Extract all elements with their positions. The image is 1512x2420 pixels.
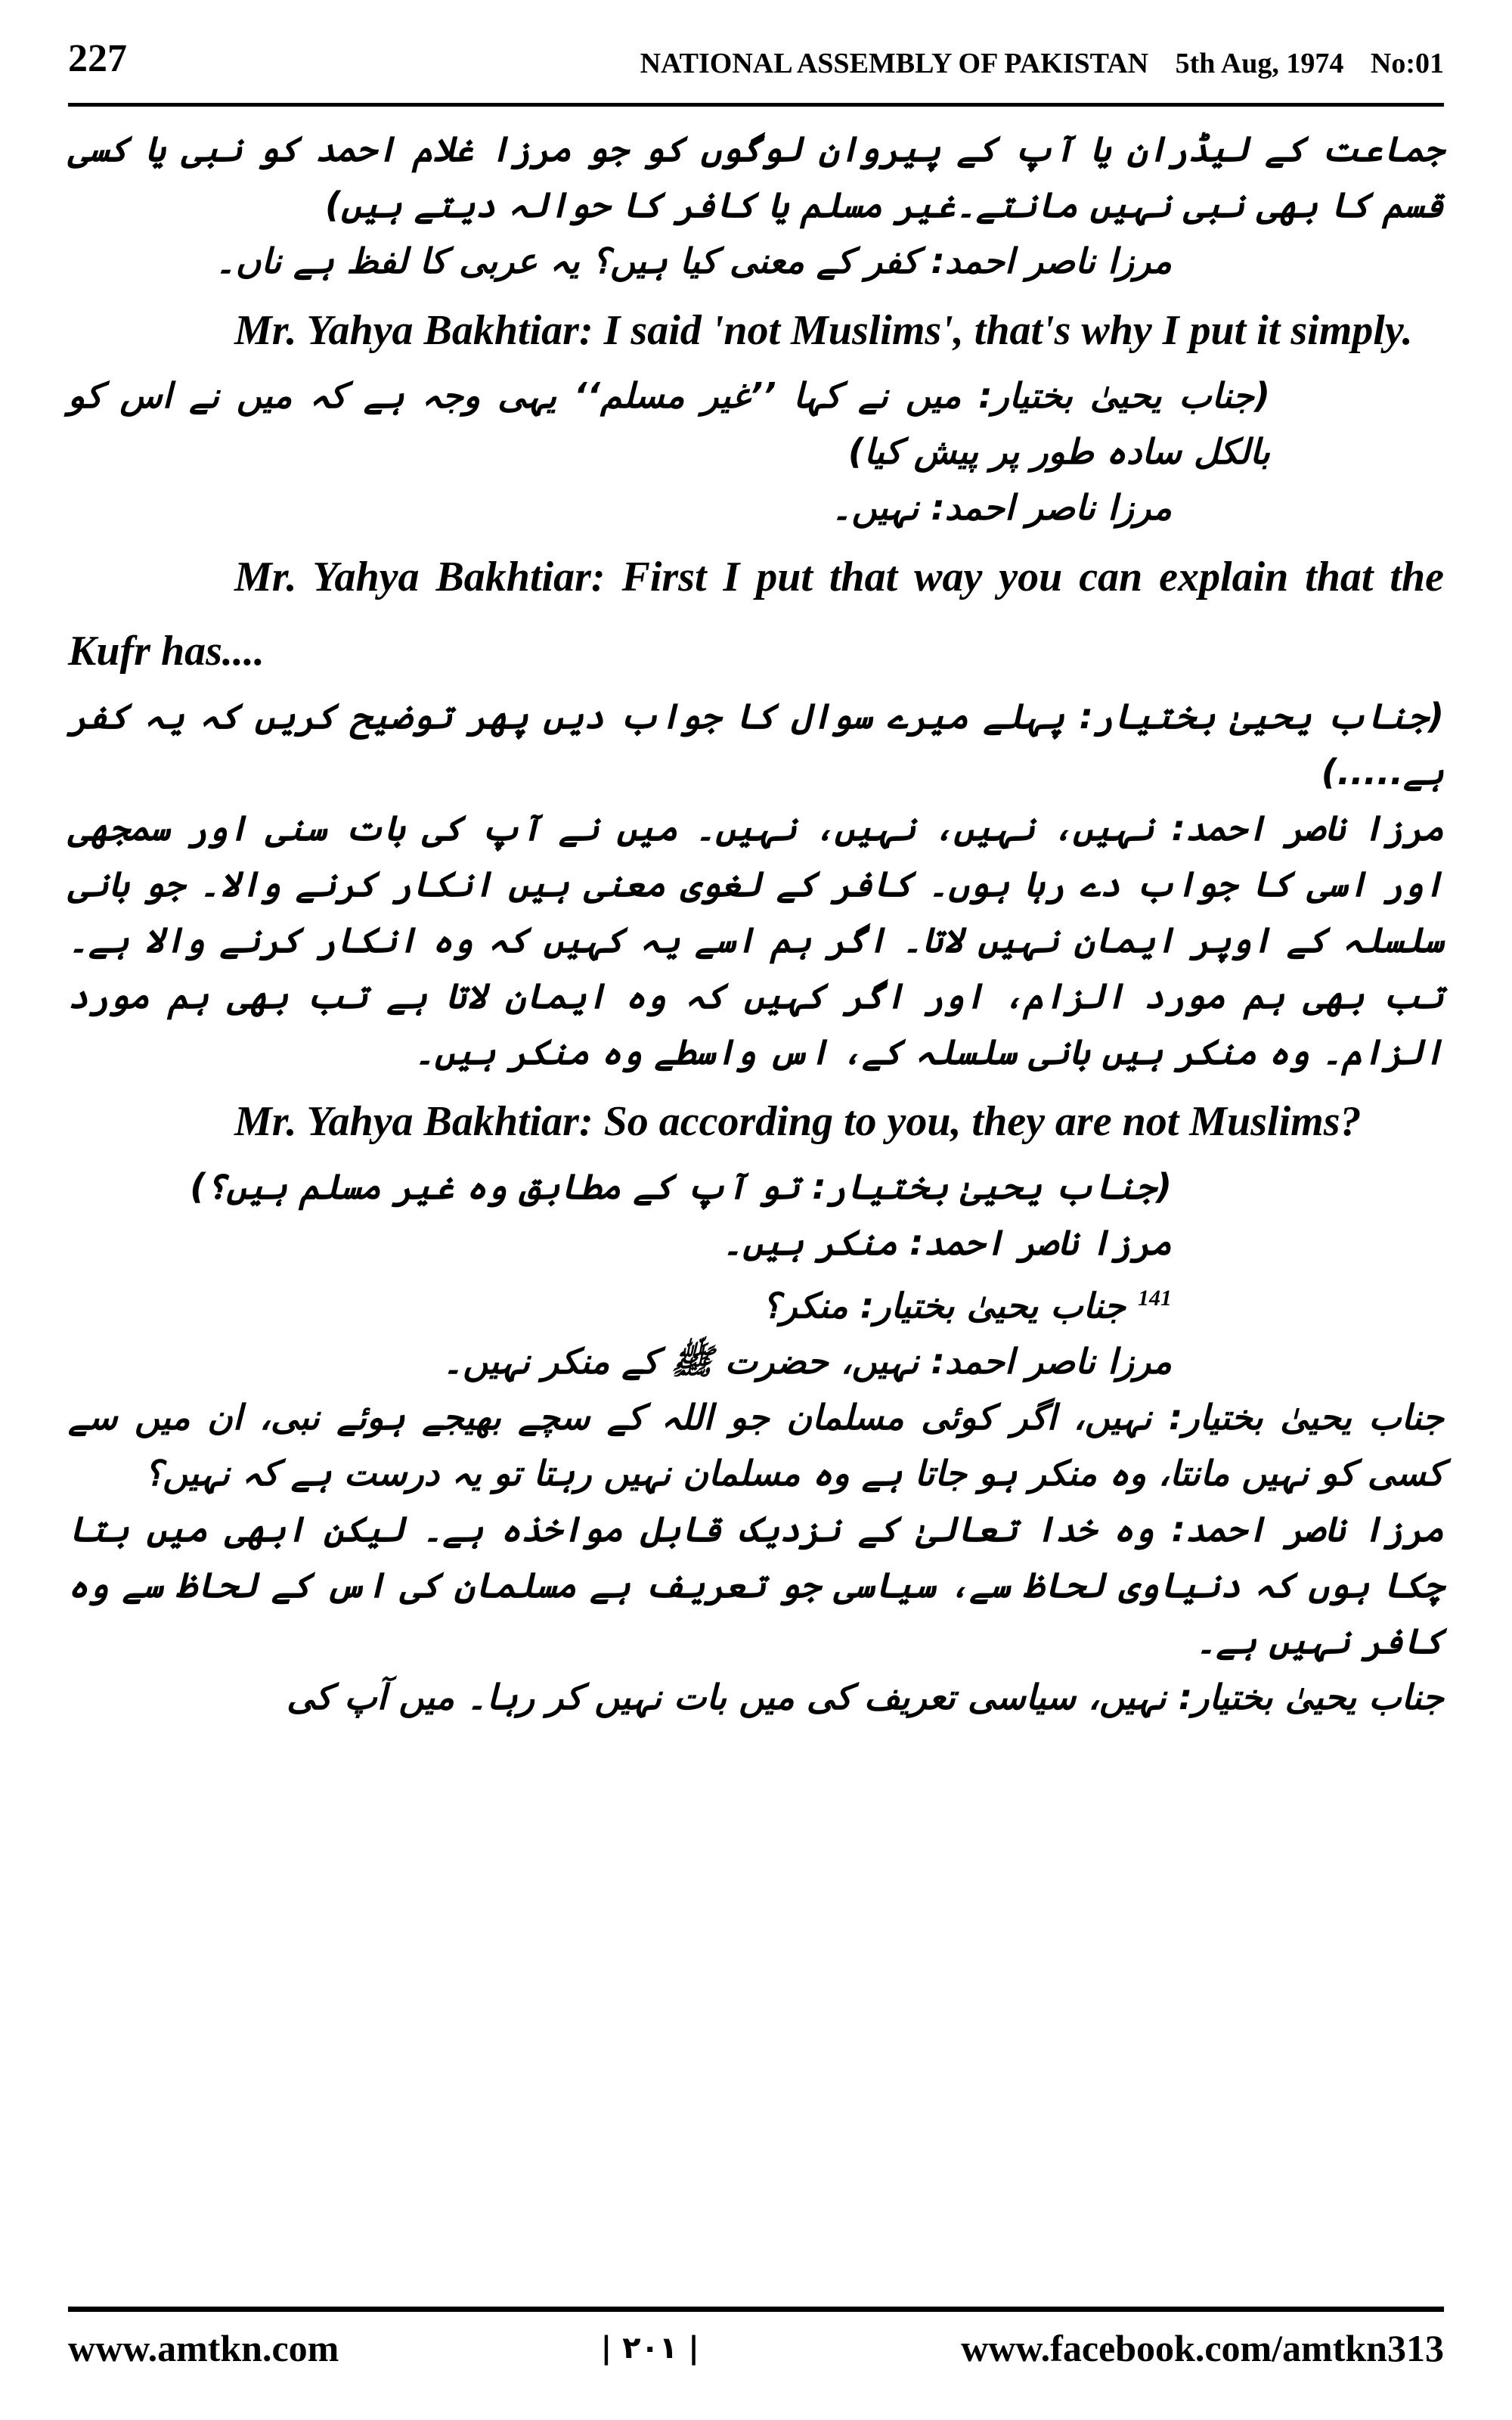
website-link[interactable]: www.amtkn.com [68,2327,339,2369]
speaker-name: جناب یحییٰ بختیار: [1178,1677,1444,1718]
speaker-name: مرزا ناصر احمد: [931,240,1172,281]
session-date: 5th Aug, 1974 [1175,48,1344,79]
urdu-paragraph [68,1215,1444,1270]
speaker-name: مرزا ناصر احمد: [909,1222,1172,1263]
paragraph-text: First I put that way you can explain that the Kufr has.... [68,554,1444,675]
paragraph-text: میں نے کہا ’’غیر مسلم‘‘ یہی وجہ ہے کہ میں نے اس کو بالکل سادہ طور پر پیش کیا) [68,375,1270,472]
page-header [68,30,1444,98]
english-paragraph [68,1084,1444,1159]
urdu-paragraph [68,479,1444,535]
transcript-body [68,121,1444,1725]
speaker-name: (جناب یحییٰ بختیار: [812,1166,1172,1207]
page-footer [68,2322,1444,2375]
paragraph-text: منکر؟ [761,1285,848,1326]
urdu-paragraph [68,1159,1444,1215]
paragraph-text: کفر کے معنی کیا ہیں؟ یہ عربی کا لفظ ہے ناں۔ [215,240,919,281]
running-head [621,47,1444,80]
paragraph-text: نہیں، حضرت ﷺ کے منکر نہیں۔ [442,1341,919,1382]
facebook-link[interactable]: www.facebook.com/amtkn313 [961,2327,1444,2369]
speaker-name: Mr. Yahya Bakhtiar: [234,554,606,600]
paragraph-text: I said 'not Muslims', that's why I put it simply. [603,307,1413,354]
paragraph-text: نہیں۔ [831,487,919,528]
paragraph-text: منکر ہیں۔ [722,1222,898,1263]
paragraph-text: نہیں، اگر کوئی مسلمان جو اللہ کے سچے بھیجے ہوئے نبی، ان میں سے کسی کو نہیں مانتا، وہ منکر ہو جاتا ہے وہ مسلمان نہیں رہتا تو یہ درست ہے کہ نہیں؟ [68,1397,1444,1494]
paragraph-text: نہیں، سیاسی تعریف کی میں بات نہیں کر رہا۔ میں آپ کی [287,1677,1167,1718]
issue-number: No:01 [1370,48,1444,79]
speaker-name: (جناب یحییٰ بختیار: [1079,696,1444,737]
speaker-name: Mr. Yahya Bakhtiar: [234,307,593,354]
document-page [68,30,1444,2390]
speaker-name: مرزا ناصر احمد: [1171,1509,1445,1550]
urdu-paragraph [68,368,1444,479]
footer-rule [68,2307,1444,2312]
paragraph-text: So according to you, they are not Muslims? [603,1098,1362,1145]
assembly-name: NATIONAL ASSEMBLY OF PAKISTAN [640,48,1149,79]
urdu-paragraph [68,121,1444,233]
urdu-paragraph [68,1389,1444,1501]
urdu-paragraph [68,1501,1444,1669]
speaker-name: جناب یحییٰ بختیار: [1168,1397,1444,1438]
page-number: 227 [68,37,127,80]
urdu-paragraph [68,688,1444,800]
speaker-name: مرزا ناصر احمد: [931,1341,1172,1382]
urdu-paragraph [68,233,1444,289]
book-page-number: | ۲۰۱ | [600,2331,699,2366]
paragraph-text: جماعت کے لیڈران یا آپ کے پیروان لوگوں کو جو مرزا غلام احمد کو نبی یا کسی قسم کا بھی نبی نہیں مانتے۔غیر مسلم یا کافر کا حوالہ دیتے ہیں) [68,129,1444,225]
english-paragraph [68,540,1444,688]
paragraph-text: پہلے میرے سوال کا جواب دیں پھر توضیح کریں کہ یہ کفر ہے.....) [68,696,1444,793]
paragraph-text: وہ خدا تعالیٰ کے نزدیک قابل مواخذہ ہے۔ لیکن ابھی میں بتا چکا ہوں کہ دنیاوی لحاظ سے، سیاسی جو تعریف ہے مسلمان کی اس کے لحاظ سے وہ کافر نہیں ہے۔ [68,1509,1444,1662]
speaker-name: (جناب یحییٰ بختیار: [978,375,1271,416]
speaker-name: Mr. Yahya Bakhtiar: [234,1098,593,1145]
footnote-marker: 141 [1138,1286,1172,1311]
urdu-paragraph [68,1669,1444,1725]
urdu-paragraph [68,1333,1444,1389]
speaker-name: مرزا ناصر احمد: [1171,808,1445,849]
speaker-name: مرزا ناصر احمد: [931,487,1172,528]
paragraph-text: تو آپ کے مطابق وہ غیر مسلم ہیں؟) [190,1166,801,1207]
english-paragraph [68,293,1444,368]
urdu-paragraph [68,800,1444,1080]
speaker-name: جناب یحییٰ بختیار: [860,1285,1126,1326]
header-rule [68,103,1444,107]
urdu-paragraph [68,1270,1444,1333]
paragraph-text: نہیں، نہیں، نہیں، نہیں۔ میں نے آپ کی بات سنی اور سمجھی اور اسی کا جواب دے رہا ہوں۔ کافر کے لغوی معنی ہیں انکار کرنے والا۔ جو بانی سلسلہ کے اوپر ایمان نہیں لاتا۔ اگر ہم اسے یہ کہیں کہ وہ انکار کرنے والا ہے۔ تب بھی ہم مورد الزام، اور اگر کہیں کہ وہ ایمان لاتا ہے تب بھی ہم مورد الزام۔ وہ منکر ہیں بانی سلسلہ کے، اس واسطے وہ منکر ہیں۔ [68,808,1444,1072]
